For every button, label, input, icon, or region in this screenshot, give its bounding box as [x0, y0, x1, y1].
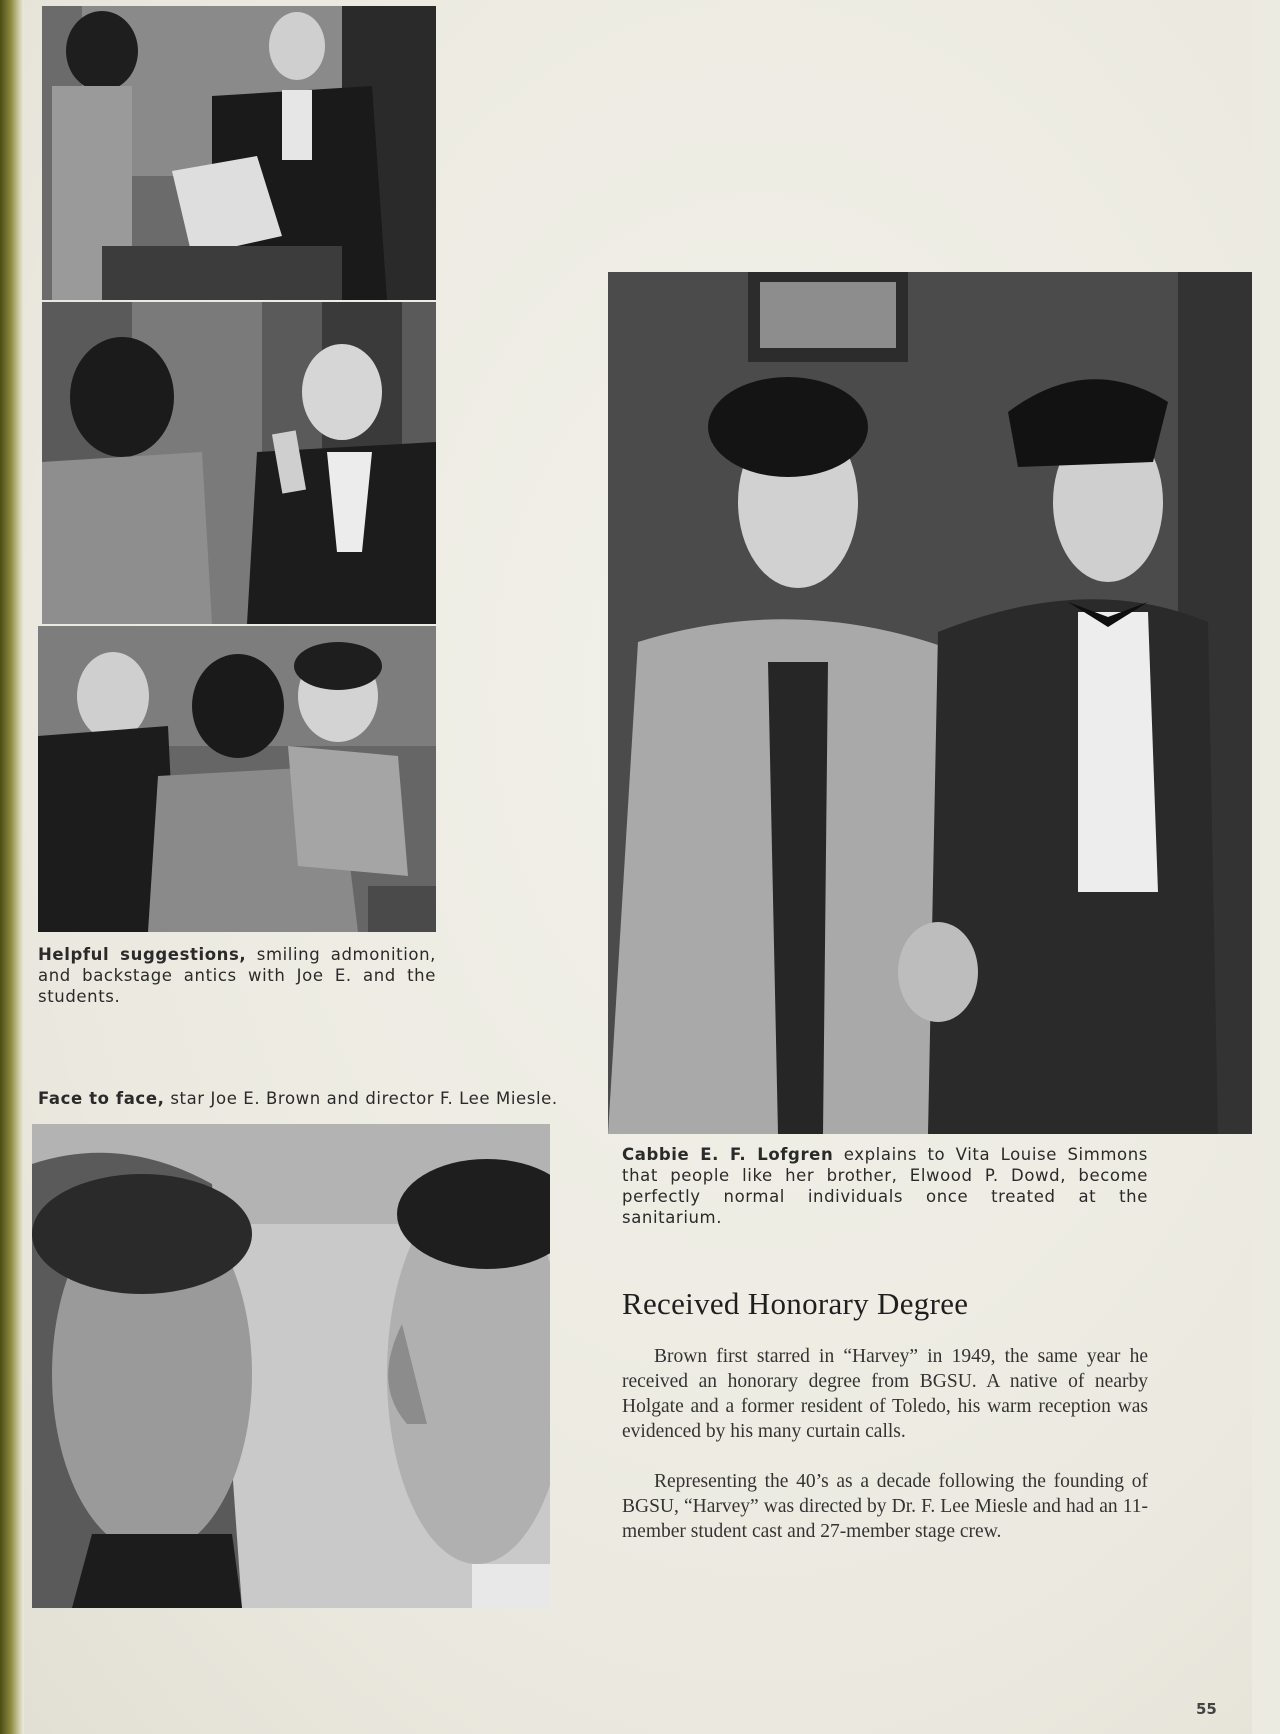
photo-helpful-suggestions: [42, 6, 436, 300]
photo-backstage-antics: [38, 626, 436, 932]
photo-face-to-face: [32, 1124, 550, 1608]
caption-text: star Joe E. Brown and director F. Lee Miesle.: [164, 1089, 558, 1108]
article-paragraph-2: Representing the 40’s as a decade following the founding of BGSU, “Harvey” was directed by Dr. F. Lee Miesle and had an 11-member student cast and 27-member stage crew.: [622, 1471, 1148, 1542]
page-number: 55: [1196, 1700, 1217, 1718]
article-paragraph-1: Brown first starred in “Harvey” in 1949, the same year he received an honorary degree from BGSU. A native of nearby Holgate and a former resident of Toledo, his warm reception was evidenced by his many curtain calls.: [622, 1346, 1148, 1442]
photo-cabbie-and-vita: [608, 272, 1252, 1134]
caption-face-to-face: [38, 1088, 578, 1109]
article-heading: Received Honorary Degree: [622, 1286, 969, 1321]
caption-cabbie: [622, 1144, 1148, 1228]
caption-lead: Face to face,: [38, 1089, 165, 1108]
yearbook-page: [24, 0, 1252, 1734]
caption-text: smiling admonition, and backstage antics with Joe E. and the students.: [38, 945, 436, 1006]
book-spine-shadow: [0, 0, 24, 1734]
caption-text: explains to Vita Louise Simmons that people like her brother, Elwood P. Dowd, become perfectly normal individuals once treated at the sanitarium.: [622, 1145, 1148, 1227]
caption-helpful-suggestions: [38, 944, 436, 1007]
caption-lead: Helpful suggestions,: [38, 945, 247, 964]
photo-smiling-admonition: [42, 302, 436, 624]
caption-lead: Cabbie E. F. Lofgren: [622, 1145, 834, 1164]
